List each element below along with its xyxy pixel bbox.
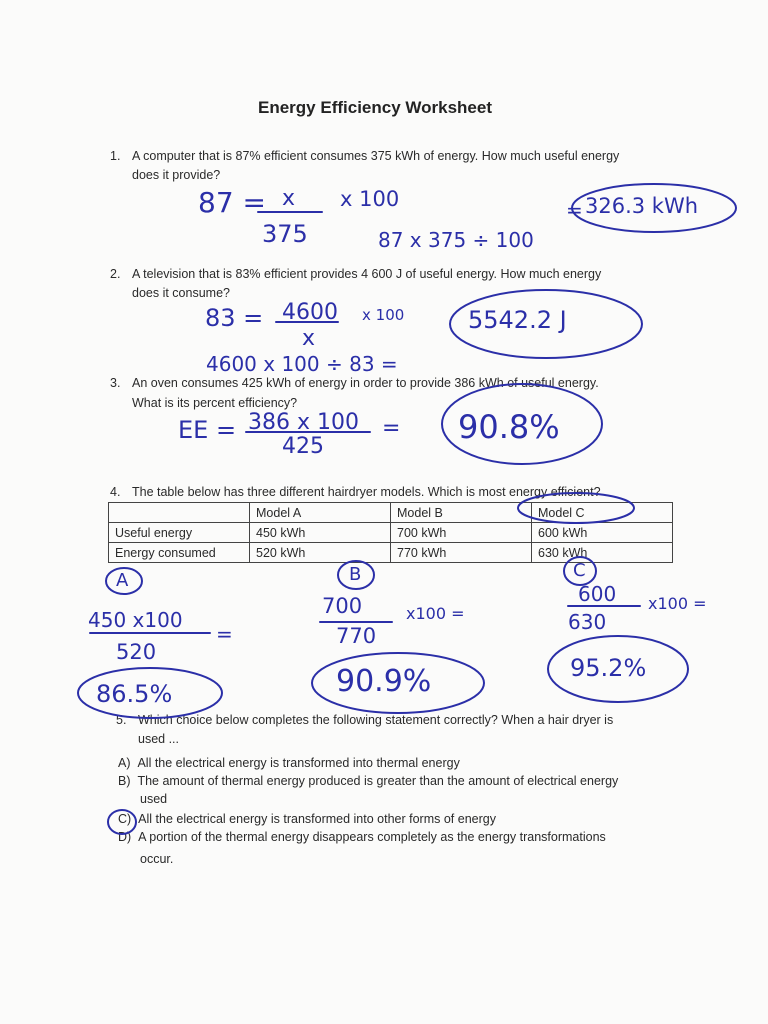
q3-work-denominator: 425 xyxy=(282,434,324,459)
table-header-cell: Model C xyxy=(532,503,673,523)
page-title: Energy Efficiency Worksheet xyxy=(258,98,492,117)
q1-work-denominator: 375 xyxy=(262,220,308,248)
table-cell: 600 kWh xyxy=(532,523,673,543)
q1-work-lhs: 87 = xyxy=(198,186,266,219)
q4-b-numerator: 700 xyxy=(322,594,363,618)
q4-a-answer-circle xyxy=(78,668,222,718)
table-header-cell: Model A xyxy=(250,503,391,523)
option-b-letter: B) xyxy=(118,774,131,788)
question-5-text-cont: used ... xyxy=(138,732,179,746)
table-header-cell: Model B xyxy=(391,503,532,523)
option-a-letter: A) xyxy=(118,756,131,770)
q4-b-times: x100 = xyxy=(406,604,465,623)
table-cell: 450 kWh xyxy=(250,523,391,543)
question-3-text: An oven consumes 425 kWh of energy in order to provide 386 kWh of useful energy. xyxy=(132,376,599,390)
q4-b-answer: 90.9% xyxy=(336,664,432,699)
table-cell: 520 kWh xyxy=(250,543,391,563)
q4-label-a-circle xyxy=(106,568,142,594)
q4-label-c-circle xyxy=(564,557,596,585)
option-b-text-cont: used xyxy=(140,792,168,806)
q3-work-lhs: EE = xyxy=(178,416,237,444)
question-2-text-cont: does it consume? xyxy=(132,286,230,300)
q4-c-denominator: 630 xyxy=(568,610,607,634)
q2-work-lhs: 83 = xyxy=(205,304,264,332)
q4-label-a: A xyxy=(116,570,129,591)
q4-c-times: x100 = xyxy=(648,594,707,613)
question-4-text: The table below has three different hairdryer models. Which is most energy efficient? xyxy=(132,485,601,499)
table-cell: Useful energy xyxy=(109,523,250,543)
question-5-text: Which choice below completes the following statement correctly? When a hair dryer is xyxy=(138,713,614,727)
question-5-number: 5. xyxy=(116,713,127,727)
q3-work-equals: = xyxy=(382,416,401,441)
option-d-text: A portion of the thermal energy disappears completely as the energy transformations xyxy=(138,830,606,844)
question-4-number: 4. xyxy=(110,485,121,499)
option-a-text: All the electrical energy is transformed into thermal energy xyxy=(137,756,460,770)
question-2-text: A television that is 83% efficient provides 4 600 J of useful energy. How much energy xyxy=(132,267,602,281)
q3-work-numerator: 386 x 100 xyxy=(248,410,359,435)
table-cell: 630 kWh xyxy=(532,543,673,563)
option-c-letter: C) xyxy=(118,812,132,826)
table-cell: 770 kWh xyxy=(391,543,532,563)
question-3-number: 3. xyxy=(110,376,121,390)
question-1-number: 1. xyxy=(110,149,121,163)
q4-c-answer-circle xyxy=(548,636,688,702)
q3-answer: 90.8% xyxy=(458,408,560,446)
q4-c-answer: 95.2% xyxy=(570,654,647,682)
q4-a-answer: 86.5% xyxy=(96,680,173,708)
q3-answer-circle xyxy=(442,384,602,464)
q1-work-numerator: x xyxy=(282,186,296,211)
q4-model-c-circle xyxy=(518,493,634,523)
q4-a-numerator: 450 x100 xyxy=(88,608,183,632)
q2-answer: 5542.2 J xyxy=(468,306,567,334)
q2-answer-circle xyxy=(450,290,642,358)
q2-work-numerator: 4600 xyxy=(282,300,338,325)
table-cell: 700 kWh xyxy=(391,523,532,543)
option-d-text-cont: occur. xyxy=(140,852,174,866)
q4-a-equals: = xyxy=(216,622,233,646)
q1-answer-circle xyxy=(572,184,736,232)
option-c-circle xyxy=(108,810,136,834)
option-c-text: All the electrical energy is transformed into other forms of energy xyxy=(138,812,496,826)
q1-answer-equals: = xyxy=(566,198,583,222)
question-3-text-cont: What is its percent efficiency? xyxy=(132,396,298,410)
q1-work-times: x 100 xyxy=(340,187,400,211)
option-b-text: The amount of thermal energy produced is greater than the amount of electrical energy xyxy=(137,774,619,788)
q1-work-alt: 87 x 375 ÷ 100 xyxy=(378,228,534,252)
option-d-letter: D) xyxy=(118,830,132,844)
q2-work-times: x 100 xyxy=(362,306,405,324)
q4-c-numerator: 600 xyxy=(578,582,617,606)
q4-b-denominator: 770 xyxy=(336,624,377,648)
question-1-text: A computer that is 87% efficient consumes 375 kWh of energy. How much useful energy xyxy=(132,149,620,163)
q4-a-denominator: 520 xyxy=(116,640,157,664)
q4-label-b: B xyxy=(349,564,362,585)
q4-label-b-circle xyxy=(338,561,374,589)
q2-work-denominator: x xyxy=(302,326,316,351)
q4-b-answer-circle xyxy=(312,653,484,713)
question-1-text-cont: does it provide? xyxy=(132,168,221,182)
q4-label-c: C xyxy=(573,560,586,581)
question-2-number: 2. xyxy=(110,267,121,281)
q2-work-alt: 4600 x 100 ÷ 83 = xyxy=(206,352,398,376)
table-cell: Energy consumed xyxy=(109,543,250,563)
q1-answer: 326.3 kWh xyxy=(585,194,699,218)
